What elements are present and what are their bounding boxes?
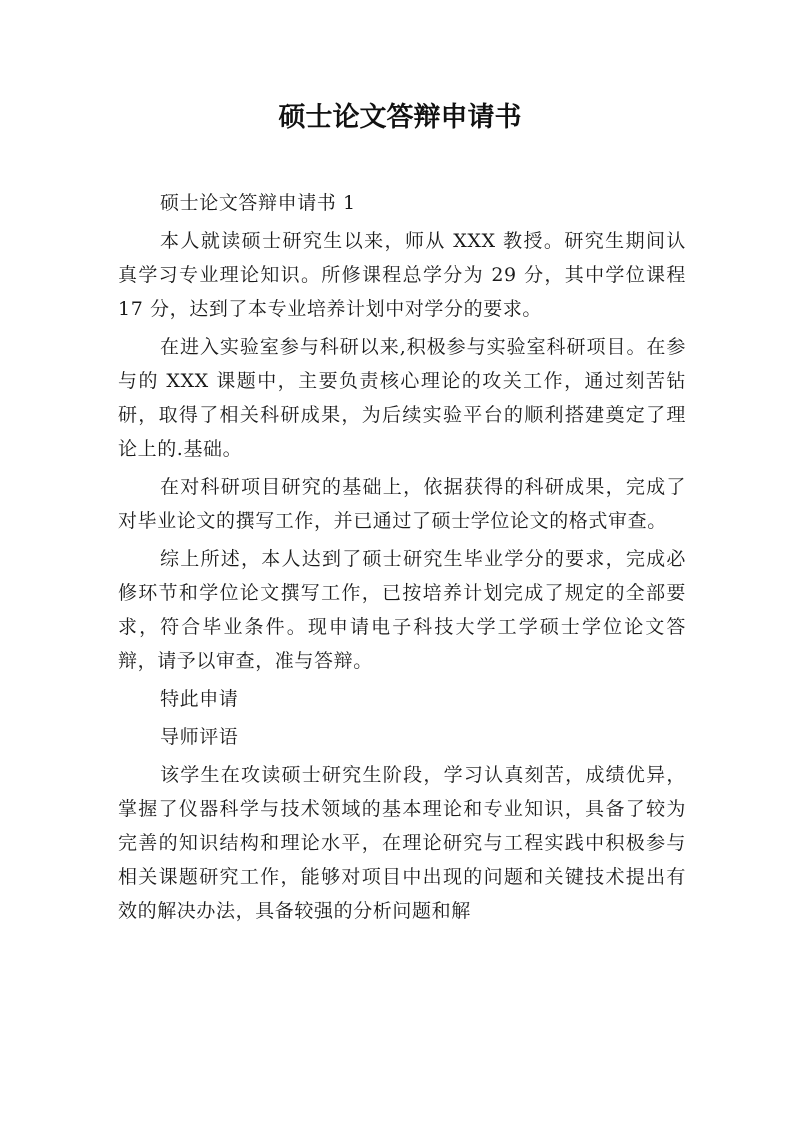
paragraph-research: 在进入实验室参与科研以来,积极参与实验室科研项目。在参与的 XXX 课题中，主要负责核心理论的攻关工作，通过刻苦钻研，取得了相关科研成果，为后续实验平台的顺利搭建奠定了理论上的.基础。 xyxy=(118,336,686,460)
paragraph-thesis: 在对科研项目研究的基础上，依据获得的科研成果，完成了对毕业论文的撰写工作，并已通过了硕士学位论文的格式审查。 xyxy=(118,476,686,532)
paragraph-advisor-comment: 该学生在攻读硕士研究生阶段，学习认真刻苦，成绩优异，掌握了仪器科学与技术领域的基本理论和专业知识，具备了较为完善的知识结构和理论水平，在理论研究与工程实践中积极参与相关课题研究工作，能够对项目中出现的问题和关键技术提出有效的解决办法，具备较强的分析问题和解 xyxy=(118,764,686,922)
paragraph-study: 本人就读硕士研究生以来，师从 XXX 教授。研究生期间认真学习专业理论知识。所修课程总学分为 29 分，其中学位课程 17 分，达到了本专业培养计划中对学分的要求。 xyxy=(118,230,686,320)
paragraph-closing: 特此申请 xyxy=(160,688,239,710)
paragraph-heading: 硕士论文答辩申请书 1 xyxy=(160,192,356,214)
document-body xyxy=(118,186,686,932)
paragraph-advisor-heading: 导师评语 xyxy=(160,726,239,748)
paragraph-summary: 综上所述，本人达到了硕士研究生毕业学分的要求，完成必修环节和学位论文撰写工作，已按培养计划完成了规定的全部要求，符合毕业条件。现申请电子科技大学工学硕士学位论文答辩，请予以审查，准与答辩。 xyxy=(118,548,686,672)
document-title: 硕士论文答辩申请书 xyxy=(278,102,522,133)
